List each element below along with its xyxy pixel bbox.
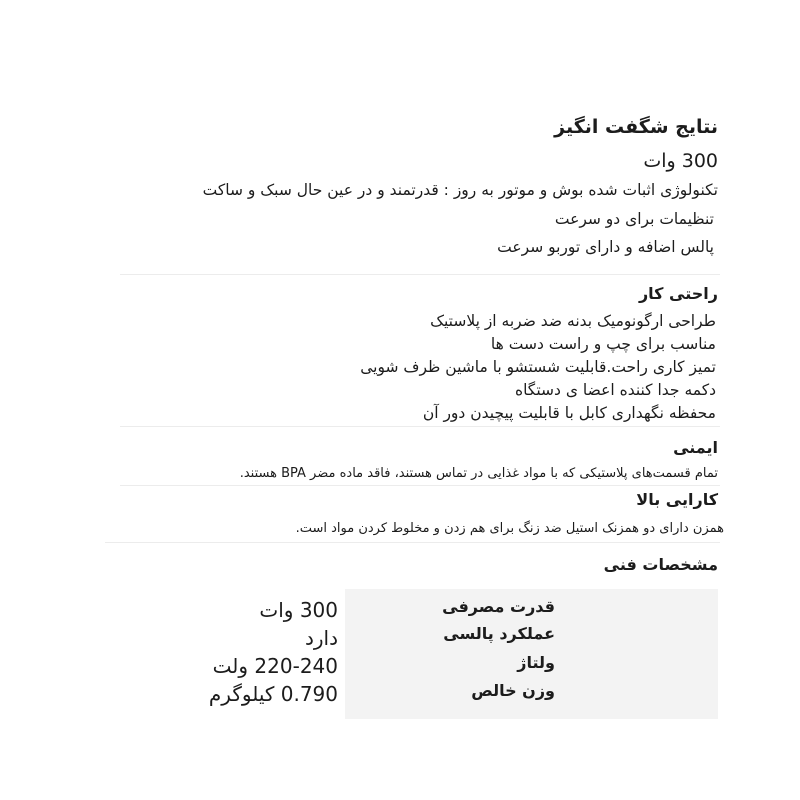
comfort-item: طراحی ارگونومیک بدنه ضد ضربه از پلاستیک (430, 312, 716, 330)
spec-label-pulse: عملکرد پالسی (443, 624, 555, 643)
spec-value-power: 300 وات (259, 598, 338, 622)
intro-line-1: تکنولوژی اثبات شده بوش و موتور به روز : قدرتمند و در عین حال سبک و ساکت (202, 181, 718, 199)
page-title: نتایج شگفت انگیز (554, 116, 718, 138)
intro-line-2: تنظیمات برای دو سرعت (554, 210, 714, 228)
divider (120, 485, 720, 486)
safety-text: تمام قسمت‌های پلاستیکی که با مواد غذایی در تماس هستند، فاقد ماده مضر BPA هستند. (239, 466, 718, 481)
power-rating: 300 وات (643, 150, 718, 172)
intro-line-3: پالس اضافه و دارای توربو سرعت (497, 238, 714, 256)
spec-label-weight: وزن خالص (471, 681, 555, 700)
comfort-item: تمیز کاری راحت.قابلیت شستشو با ماشین ظرف شویی (360, 358, 716, 376)
divider (120, 274, 720, 275)
comfort-item: مناسب برای چپ و راست دست ها (490, 335, 716, 353)
performance-heading: کارایی بالا (636, 490, 718, 509)
spec-value-weight: 0.790 کیلوگرم (208, 682, 338, 706)
performance-text: همزن دارای دو همزنک استیل ضد زنگ برای هم زدن و مخلوط کردن مواد است. (295, 521, 724, 536)
safety-heading: ایمنی (673, 438, 718, 457)
spec-label-power: قدرت مصرفی (442, 597, 555, 616)
divider (105, 542, 720, 543)
specs-heading: مشخصات فنی (603, 555, 718, 574)
spec-value-voltage: 220-240 ولت (212, 654, 338, 678)
comfort-heading: راحتی کار (638, 284, 718, 303)
spec-label-voltage: ولتاژ (517, 653, 555, 672)
comfort-item: محفظه نگهداری کابل با قابلیت پیچیدن دور آن (422, 404, 716, 422)
comfort-item: دکمه جدا کننده اعضا ی دستگاه (514, 381, 716, 399)
spec-value-pulse: دارد (304, 626, 338, 650)
divider (120, 426, 720, 427)
